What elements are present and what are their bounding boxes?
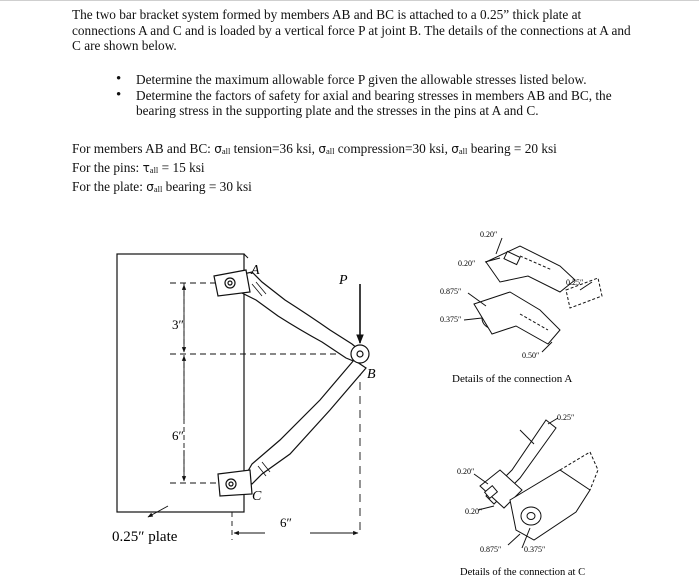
detail-a-drawing <box>464 238 602 352</box>
detail-a-dim-050: 0.50″ <box>522 351 540 360</box>
detail-a-dim-0875: 0.875″ <box>440 287 462 296</box>
detail-c-caption: Details of the connection at C <box>460 567 586 578</box>
detail-a-caption: Details of the connection A <box>452 373 573 385</box>
pin-allowables: For the pins: τall = 15 ksi <box>72 160 205 175</box>
label-b: B <box>367 367 376 382</box>
detail-a-dim-020-mid: 0.20″ <box>458 259 476 268</box>
member-allowables: For members AB and BC: σall tension=36 ksi, σall compression=30 ksi, σall bearing = 20 ksi <box>72 141 557 156</box>
dim-6-horizontal-label: 6″ <box>280 515 292 530</box>
clevis-c <box>218 470 252 496</box>
member-bc <box>244 360 366 484</box>
plate-allowables: For the plate: σall bearing = 30 ksi <box>72 179 252 194</box>
detail-c-dim-020-b: 0.20″ <box>465 507 483 516</box>
dim-6-vertical-label: 6″ <box>172 428 184 443</box>
detail-a-dim-020-top: 0.20″ <box>480 230 498 239</box>
dim-3-label: 3″ <box>172 317 184 332</box>
detail-c-dim-0875: 0.875″ <box>480 545 502 554</box>
task-item: • Determine the factors of safety for axial and bearing stresses in members AB and BC, the bearing stress in the supporting plate and the stresses in the pins at A and C. <box>118 88 638 119</box>
label-c: C <box>252 489 262 504</box>
detail-c-dim-025: 0.25″ <box>557 413 575 422</box>
detail-c-drawing <box>474 418 598 548</box>
main-figure <box>117 254 369 540</box>
plate-label: 0.25″ plate <box>112 529 178 545</box>
task-item: • Determine the maximum allowable force P given the allowable stresses listed below. <box>118 72 638 88</box>
label-p: P <box>339 273 348 288</box>
joint-b <box>351 345 369 363</box>
detail-c-dim-0375: 0.375″ <box>524 545 546 554</box>
detail-c-dim-020-a: 0.20″ <box>457 467 475 476</box>
detail-a-dim-025: 0.25″ <box>566 278 584 287</box>
detail-a-dim-0375: 0.375″ <box>440 315 462 324</box>
problem-intro: The two bar bracket system formed by members AB and BC is attached to a 0.25” thick plate at connections A and C and is loaded by a vertical force P at joint B. The details of the connections at A and C are shown below. <box>72 7 631 54</box>
label-a: A <box>251 263 260 278</box>
